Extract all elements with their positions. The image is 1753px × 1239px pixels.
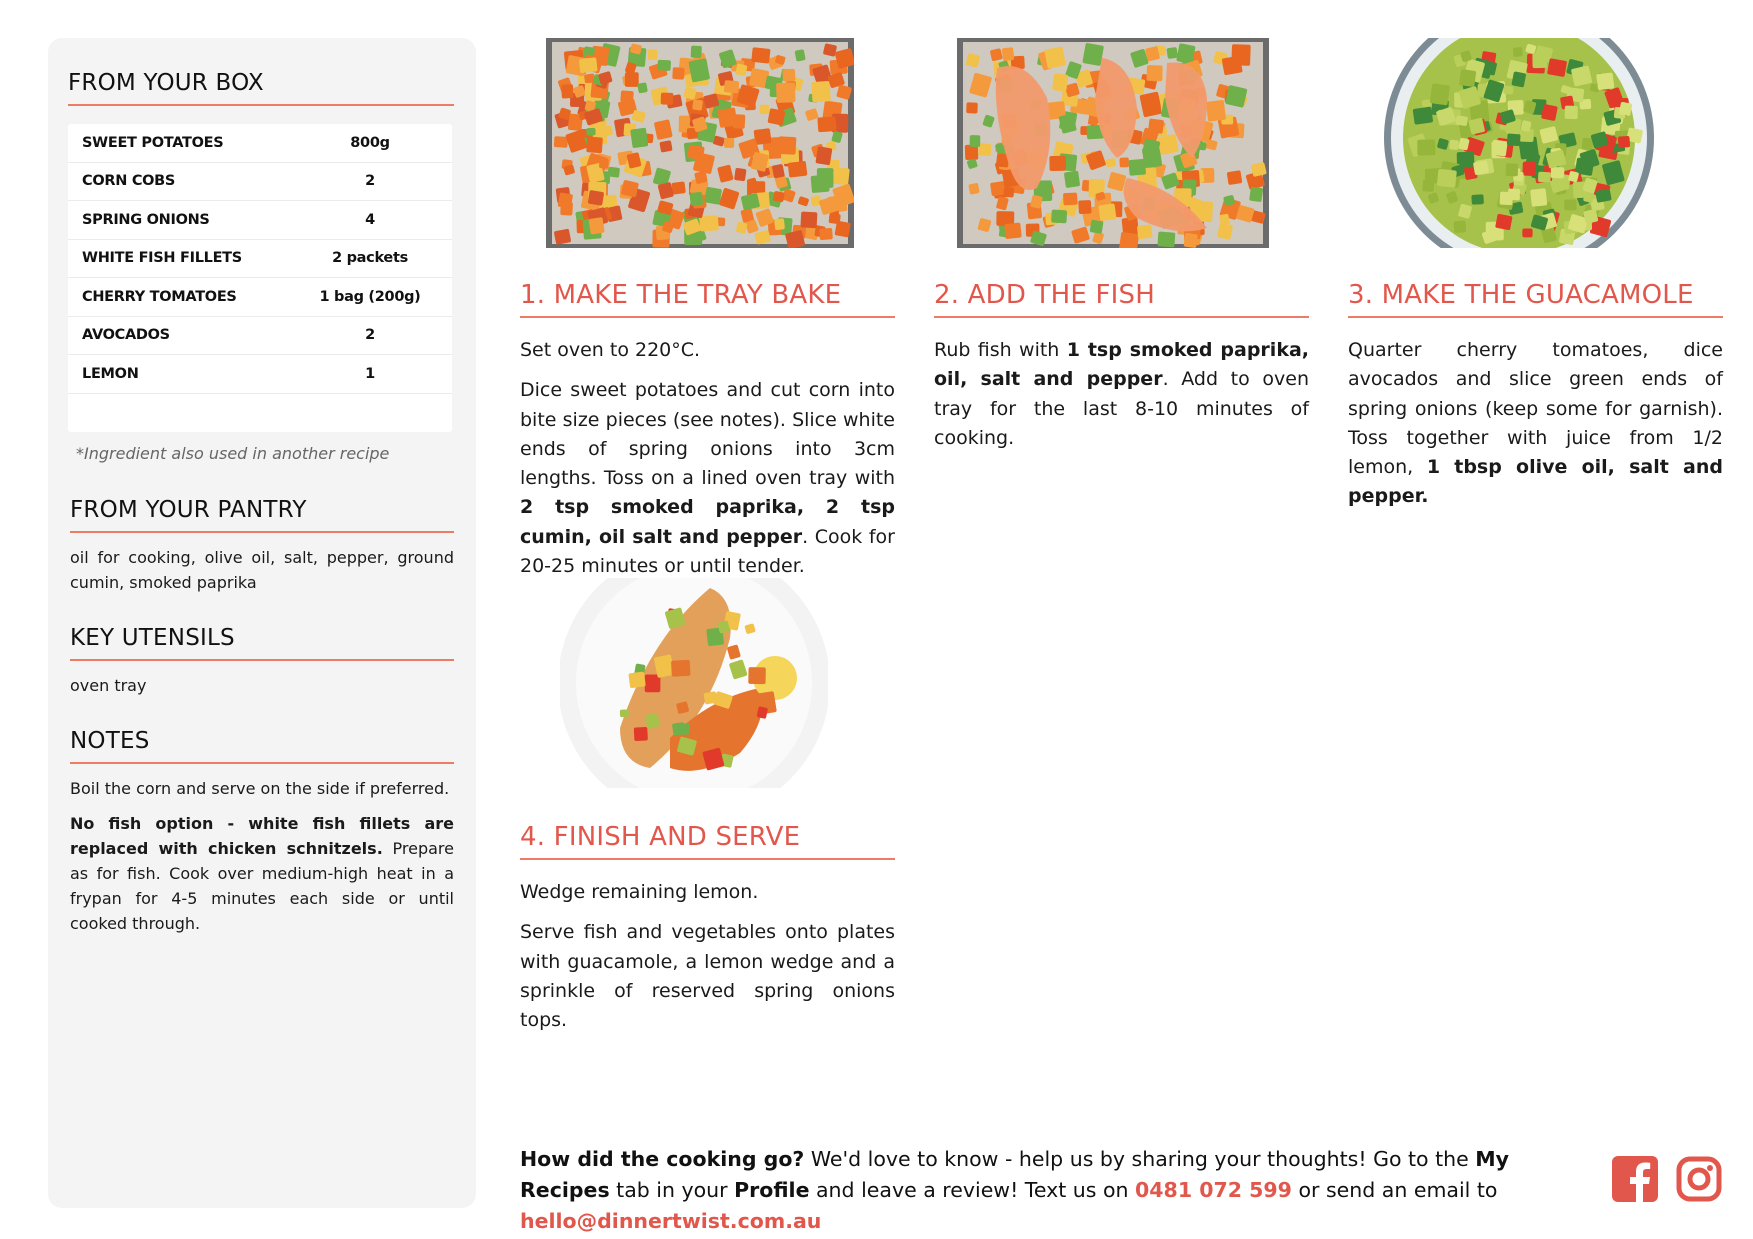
ingredient-qty: 4 <box>365 211 375 228</box>
table-row <box>68 201 452 240</box>
footer-text-1: We'd love to know - help us by sharing your thoughts! Go to the <box>804 1147 1476 1171</box>
ingredients-table <box>68 124 452 432</box>
ingredient-name: CHERRY TOMATOES <box>82 288 237 305</box>
step-1-title: 1. MAKE THE TRAY BAKE <box>520 280 895 318</box>
phone-link[interactable]: 0481 072 599 <box>1135 1178 1292 1202</box>
tray-bake-image <box>546 38 854 248</box>
finish-serve-image <box>560 578 828 788</box>
pantry-section <box>70 497 454 595</box>
ingredient-name: CORN COBS <box>82 173 176 190</box>
footer-text-2: tab in your <box>609 1178 735 1202</box>
step-4-text-2: Serve fish and vegetables onto plates with guacamole, a lemon wedge and a sprinkle of reserved spring onions tops. <box>520 921 895 1032</box>
notes-section <box>70 728 454 936</box>
notes-text-2 <box>70 811 454 936</box>
step-3-text-1 <box>1348 336 1723 512</box>
notes-heading: NOTES <box>70 728 454 764</box>
ingredient-qty: 2 packets <box>332 250 408 267</box>
table-row <box>68 163 452 202</box>
ingredient-qty: 1 bag (200g) <box>319 288 421 305</box>
step-3-text-1b: 1 tbsp olive oil, salt and pepper. <box>1348 456 1723 508</box>
instagram-icon[interactable] <box>1676 1156 1722 1206</box>
step-3 <box>1348 280 1723 512</box>
utensils-heading: KEY UTENSILS <box>70 625 454 661</box>
table-row <box>68 278 452 317</box>
feedback-footer <box>520 1144 1580 1237</box>
step-1-text-2a: Dice sweet potatoes and cut corn into bite size pieces (see notes). Slice white ends of spring onions into 3cm lengths. Toss on a lined oven tray with <box>520 379 895 490</box>
step-2-text-1b: 1 tsp smoked paprika, oil, salt and pepper <box>934 339 1309 391</box>
step-2-text-1 <box>934 336 1309 453</box>
table-row <box>68 355 452 394</box>
step-2-text-1c: . Add to oven tray for the last 8-10 minutes of cooking. <box>934 368 1309 449</box>
ingredient-qty: 2 <box>365 327 375 344</box>
step-1-text-2 <box>520 376 895 581</box>
step-3-title: 3. MAKE THE GUACAMOLE <box>1348 280 1723 318</box>
step-1-text-2b: 2 tsp smoked paprika, 2 tsp cumin, oil salt and pepper <box>520 496 895 548</box>
email-link[interactable]: hello@dinnertwist.com.au <box>520 1209 822 1233</box>
footer-text-3: and leave a review! Text us on <box>809 1178 1136 1202</box>
profile-link[interactable]: Profile <box>734 1178 810 1202</box>
pantry-text: oil for cooking, olive oil, salt, pepper, ground cumin, smoked paprika <box>70 548 454 592</box>
ingredient-name: WHITE FISH FILLETS <box>82 250 242 267</box>
step-3-text-1a: Quarter cherry tomatoes, dice avocados and slice green ends of spring onions (keep some for garnish). Toss together with juice from 1/2 lemon, <box>1348 339 1723 479</box>
utensils-text: oven tray <box>70 676 147 695</box>
step-4-title: 4. FINISH AND SERVE <box>520 822 895 860</box>
my-recipes-link[interactable]: My Recipes <box>520 1147 1510 1202</box>
step-2-text-1a: Rub fish with <box>934 339 1067 361</box>
ingredient-qty: 800g <box>350 134 390 151</box>
facebook-icon[interactable] <box>1612 1156 1658 1206</box>
ingredient-name: AVOCADOS <box>82 327 170 344</box>
table-row <box>68 124 452 163</box>
ingredient-name: SPRING ONIONS <box>82 211 210 228</box>
step-1-text-2c: . Cook for 20-25 minutes or until tender. <box>520 525 895 578</box>
notes-bold: No fish option - white fish fillets are replaced with chicken schnitzels. <box>70 814 454 858</box>
ingredient-name: LEMON <box>82 365 139 382</box>
step-2-title: 2. ADD THE FISH <box>934 280 1309 318</box>
notes-rest: Prepare as for fish. Cook over medium-high heat in a frypan for 4-5 minutes each side or until cooked through. <box>70 839 454 933</box>
table-row <box>68 394 452 433</box>
table-row <box>68 317 452 356</box>
table-row <box>68 240 452 279</box>
ingredients-sidebar <box>48 38 476 1208</box>
step-1 <box>520 280 895 581</box>
ingredient-name: SWEET POTATOES <box>82 134 224 151</box>
footer-text-4: or send an email to <box>1291 1178 1498 1202</box>
step-4 <box>520 822 895 1035</box>
guacamole-image <box>1384 38 1654 248</box>
step-1-text-1: Set oven to 220°C. <box>520 339 701 361</box>
add-fish-image <box>957 38 1269 248</box>
from-your-box-heading: FROM YOUR BOX <box>68 70 454 106</box>
ingredient-qty: 2 <box>365 173 375 190</box>
notes-text-1: Boil the corn and serve on the side if preferred. <box>70 779 450 798</box>
utensils-section <box>70 625 454 698</box>
footer-question: How did the cooking go? <box>520 1147 805 1171</box>
ingredient-note: *Ingredient also used in another recipe <box>76 444 390 463</box>
step-4-text-1: Wedge remaining lemon. <box>520 881 759 903</box>
pantry-heading: FROM YOUR PANTRY <box>70 497 454 533</box>
ingredient-qty: 1 <box>365 365 375 382</box>
step-2 <box>934 280 1309 453</box>
